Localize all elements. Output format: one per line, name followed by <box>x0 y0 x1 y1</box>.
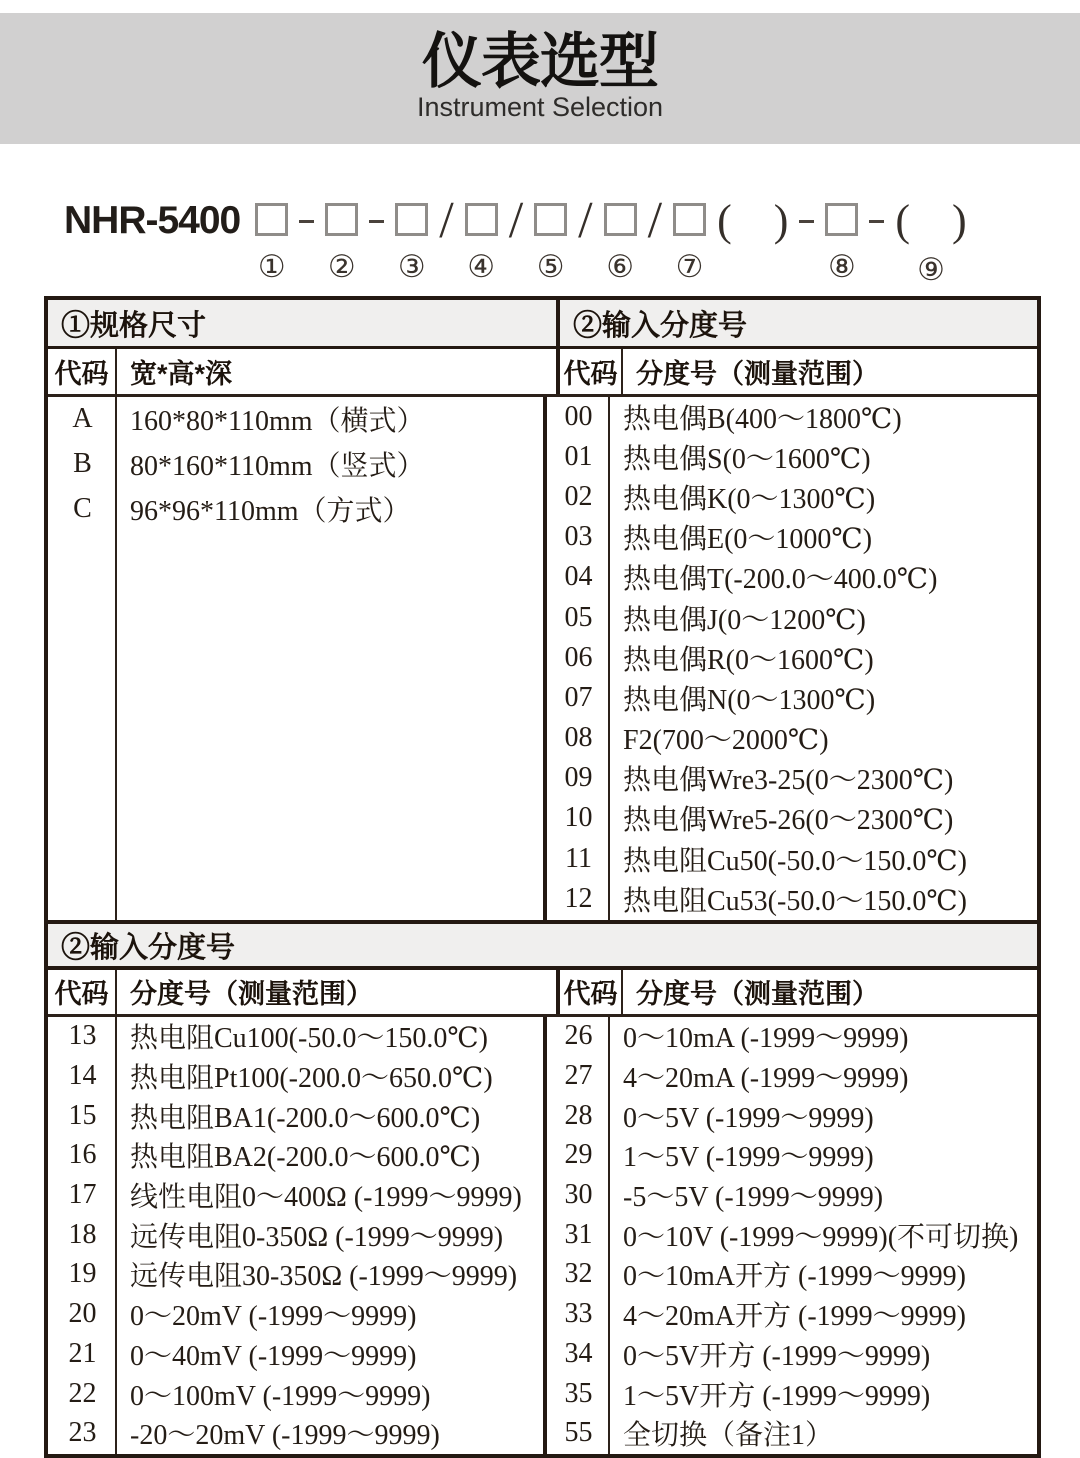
section-spec-and-input <box>48 300 1037 920</box>
range-cell: 0～10V (-1999～9999)(不可切换) <box>623 1221 1019 1253</box>
range-cell: 1～5V开方 (-1999～9999) <box>623 1380 931 1412</box>
paren-close: ) <box>952 196 967 245</box>
code-cell: 20 <box>68 1298 97 1330</box>
range-cell: 热电偶N(0～1300℃) <box>623 684 876 716</box>
code-cell: 05 <box>564 601 593 633</box>
range-cell: 0～5V (-1999～9999) <box>623 1102 874 1134</box>
code-cell: 06 <box>564 641 593 673</box>
table-row <box>547 1136 1037 1176</box>
range-cell: 热电阻BA1(-200.0～600.0℃) <box>130 1102 481 1134</box>
model-segment-6 <box>604 203 637 283</box>
code-cell: 19 <box>68 1258 97 1290</box>
table-row <box>48 1096 543 1136</box>
table-row <box>48 1255 543 1295</box>
code-cell: 18 <box>68 1218 97 1250</box>
code-cell: 55 <box>564 1417 593 1449</box>
code-cell: 16 <box>68 1139 97 1171</box>
range-cell: 热电阻Cu53(-50.0～150.0℃) <box>623 885 967 917</box>
parentheses <box>717 196 789 245</box>
code-cell: 14 <box>68 1060 97 1092</box>
size-cell: 80*160*110mm（竖式） <box>130 451 425 482</box>
table-row <box>547 557 1037 597</box>
code-cell: 15 <box>68 1099 97 1131</box>
code-cell: 22 <box>68 1377 97 1409</box>
dash-icon <box>369 220 384 223</box>
paren-close: ) <box>773 196 789 245</box>
code-cell: 10 <box>564 802 593 834</box>
slash-icon: / <box>439 192 454 249</box>
table-row <box>48 1017 543 1057</box>
table-row <box>547 517 1037 557</box>
table-row <box>547 638 1037 678</box>
input2-right-rows <box>547 1017 1037 1454</box>
model-segment-1 <box>255 203 288 283</box>
dash-icon <box>869 220 884 223</box>
table-row <box>547 758 1037 798</box>
range-cell: 热电阻BA2(-200.0～600.0℃) <box>130 1142 481 1174</box>
model-code-line <box>64 192 967 288</box>
spec-rows <box>48 397 543 532</box>
slash-icon: / <box>647 192 663 249</box>
table-row <box>547 437 1037 477</box>
table-row <box>48 1334 543 1374</box>
code-cell: 29 <box>564 1139 593 1171</box>
slash-separator <box>508 192 524 249</box>
table-row <box>547 1374 1037 1414</box>
slash-icon: / <box>578 192 593 249</box>
table-row <box>48 442 543 487</box>
range-cell: 热电偶S(0～1600℃) <box>623 443 871 475</box>
range-cell: 0～100mV (-1999～9999) <box>130 1380 431 1412</box>
code-cell: C <box>73 493 92 524</box>
code-cell: 08 <box>564 722 593 754</box>
code-box-7 <box>673 203 706 236</box>
section1-column-headers <box>48 349 1037 394</box>
segment-label-7: ⑦ <box>675 249 704 285</box>
table-row <box>48 397 543 442</box>
section2-column-headers <box>48 970 1037 1014</box>
table-row <box>547 597 1037 637</box>
col-header-range: 分度号（测量范围） <box>130 979 373 1009</box>
selection-table <box>44 296 1041 1458</box>
table-row <box>547 1255 1037 1295</box>
section1-body <box>48 397 1037 921</box>
page-subtitle: Instrument Selection <box>416 92 664 122</box>
table-row <box>48 487 543 532</box>
parentheses-group <box>717 196 789 245</box>
code-cell: 35 <box>564 1377 593 1409</box>
model-segment-2 <box>325 203 358 283</box>
code-cell: 13 <box>68 1020 97 1052</box>
range-cell: 热电偶K(0～1300℃) <box>623 483 876 515</box>
col-header-range: 分度号（测量范围） <box>636 359 879 389</box>
dash-icon <box>299 220 314 223</box>
code-box-5 <box>534 203 567 236</box>
section-title-input2: ②输入分度号 <box>61 931 236 964</box>
size-cell: 96*96*110mm（方式） <box>130 496 411 527</box>
range-cell: -20～20mV (-1999～9999) <box>130 1420 440 1452</box>
table-row <box>48 1294 543 1334</box>
model-segment-8 <box>825 203 858 283</box>
segment-label-6: ⑥ <box>606 249 634 285</box>
range-cell: 热电阻Pt100(-200.0～650.0℃) <box>130 1063 493 1095</box>
code-cell: 12 <box>564 882 593 914</box>
table-row <box>547 1017 1037 1057</box>
model-prefix: NHR-5400 <box>64 199 241 242</box>
range-cell: 1～5V (-1999～9999) <box>623 1142 874 1174</box>
code-box-3 <box>395 203 428 236</box>
table-row <box>547 839 1037 879</box>
table-row <box>547 1334 1037 1374</box>
range-cell: 全切换（备注1） <box>623 1420 834 1452</box>
table-row <box>547 1294 1037 1334</box>
code-box-2 <box>325 203 358 236</box>
col-header-code: 代码 <box>563 979 618 1009</box>
code-cell: 34 <box>564 1337 593 1369</box>
code-cell: 09 <box>564 762 593 794</box>
range-cell: 热电偶J(0～1200℃) <box>623 604 866 636</box>
section-input-continued <box>48 924 1037 1454</box>
paren-open: ( <box>717 196 732 245</box>
range-cell: 热电偶E(0～1000℃) <box>623 524 873 556</box>
table-row <box>547 1175 1037 1215</box>
range-cell: 0～10mA (-1999～9999) <box>623 1023 909 1055</box>
col-header-code: 代码 <box>563 359 618 389</box>
code-cell: 00 <box>564 400 593 432</box>
code-cell: 03 <box>564 521 593 553</box>
code-cell: 07 <box>564 681 593 713</box>
col-header-size: 宽*高*深 <box>130 359 233 389</box>
paren-open: ( <box>895 196 911 245</box>
segment-label-3: ③ <box>397 249 426 285</box>
code-box-1 <box>255 203 288 236</box>
code-cell: 21 <box>68 1337 97 1369</box>
range-cell: 热电偶B(400～1800℃) <box>623 403 902 435</box>
parentheses-group-9 <box>895 196 967 288</box>
code-cell: 01 <box>564 440 593 472</box>
code-cell: 17 <box>68 1179 97 1211</box>
table-row <box>547 397 1037 437</box>
code-cell: 30 <box>564 1179 593 1211</box>
table-row <box>48 1413 543 1453</box>
input1-rows <box>547 397 1037 919</box>
range-cell: 线性电阻0～400Ω (-1999～9999) <box>130 1182 522 1214</box>
range-cell: 远传电阻30-350Ω (-1999～9999) <box>130 1261 518 1293</box>
table-row <box>547 798 1037 838</box>
code-cell: 11 <box>565 842 592 874</box>
col-header-range: 分度号（测量范围） <box>636 979 879 1009</box>
model-segment-5 <box>534 203 567 283</box>
model-segment-4 <box>465 203 498 283</box>
dash-separator <box>299 203 314 223</box>
segment-label-1: ① <box>257 249 286 285</box>
range-cell: 0～10mA开方 (-1999～9999) <box>623 1261 966 1293</box>
section1-header-row <box>48 300 1037 346</box>
code-cell: 23 <box>68 1417 97 1449</box>
code-cell: 02 <box>564 480 593 512</box>
code-cell: 27 <box>564 1060 593 1092</box>
size-cell: 160*80*110mm（横式） <box>130 406 425 437</box>
section-title-input1: ②输入分度号 <box>573 309 748 342</box>
table-row <box>547 1096 1037 1136</box>
range-cell: 0～5V开方 (-1999～9999) <box>623 1340 931 1372</box>
table-row <box>48 1215 543 1255</box>
code-cell: A <box>72 403 93 434</box>
table-row <box>48 1175 543 1215</box>
range-cell: 0～20mV (-1999～9999) <box>130 1301 417 1333</box>
code-box-8 <box>825 203 858 236</box>
code-cell: B <box>73 448 92 479</box>
parentheses <box>895 196 967 245</box>
segment-label-9: ⑨ <box>917 252 945 288</box>
code-cell: 32 <box>564 1258 593 1290</box>
dash-separator <box>869 203 884 223</box>
segment-label-4: ④ <box>467 249 496 285</box>
range-cell: 热电阻Cu50(-50.0～150.0℃) <box>623 845 967 877</box>
table-row <box>547 879 1037 919</box>
table-row <box>48 1374 543 1414</box>
code-box-6 <box>604 203 637 236</box>
code-cell: 33 <box>564 1298 593 1330</box>
table-row <box>547 678 1037 718</box>
range-cell: 0～40mV (-1999～9999) <box>130 1340 417 1372</box>
table-row <box>48 1136 543 1176</box>
segment-label-8: ⑧ <box>827 249 856 285</box>
model-segment-3 <box>395 203 428 283</box>
page-banner <box>0 13 1080 144</box>
segment-label-5: ⑤ <box>536 249 565 285</box>
range-cell: 热电偶R(0～1600℃) <box>623 644 874 676</box>
dash-separator <box>799 203 814 223</box>
table-row <box>547 1413 1037 1453</box>
col-header-code: 代码 <box>54 359 109 389</box>
slash-separator <box>578 192 593 249</box>
section2-header-row <box>48 924 1037 966</box>
range-cell: 4～20mA (-1999～9999) <box>623 1063 909 1095</box>
page-title: 仪表选型 <box>422 28 658 95</box>
table-row <box>547 1056 1037 1096</box>
table-row <box>48 1056 543 1096</box>
table-row <box>547 1215 1037 1255</box>
range-cell: 热电偶Wre5-26(0～2300℃) <box>623 805 954 837</box>
section2-body <box>48 1017 1037 1454</box>
code-cell: 04 <box>564 561 593 593</box>
slash-separator <box>647 192 663 249</box>
range-cell: 热电阻Cu100(-50.0～150.0℃) <box>130 1023 488 1055</box>
slash-separator <box>439 192 454 249</box>
dash-icon <box>799 220 814 223</box>
section-title-spec: ①规格尺寸 <box>61 309 207 342</box>
table-row <box>547 477 1037 517</box>
dash-separator <box>369 203 384 223</box>
code-box-4 <box>465 203 498 236</box>
input2-left-rows <box>48 1017 543 1454</box>
range-cell: 热电偶Wre3-25(0～2300℃) <box>623 765 954 797</box>
range-cell: -5～5V (-1999～9999) <box>623 1182 884 1214</box>
code-cell: 26 <box>564 1020 593 1052</box>
range-cell: 热电偶T(-200.0～400.0℃) <box>623 564 938 596</box>
model-segment-7 <box>673 203 706 283</box>
range-cell: 远传电阻0-350Ω (-1999～9999) <box>130 1221 504 1253</box>
code-cell: 28 <box>564 1099 593 1131</box>
table-row <box>547 718 1037 758</box>
code-cell: 31 <box>564 1218 593 1250</box>
segment-label-2: ② <box>327 249 356 285</box>
range-cell: F2(700～2000℃) <box>623 725 829 757</box>
range-cell: 4～20mA开方 (-1999～9999) <box>623 1301 966 1333</box>
col-header-code: 代码 <box>54 979 109 1009</box>
slash-icon: / <box>508 192 524 249</box>
